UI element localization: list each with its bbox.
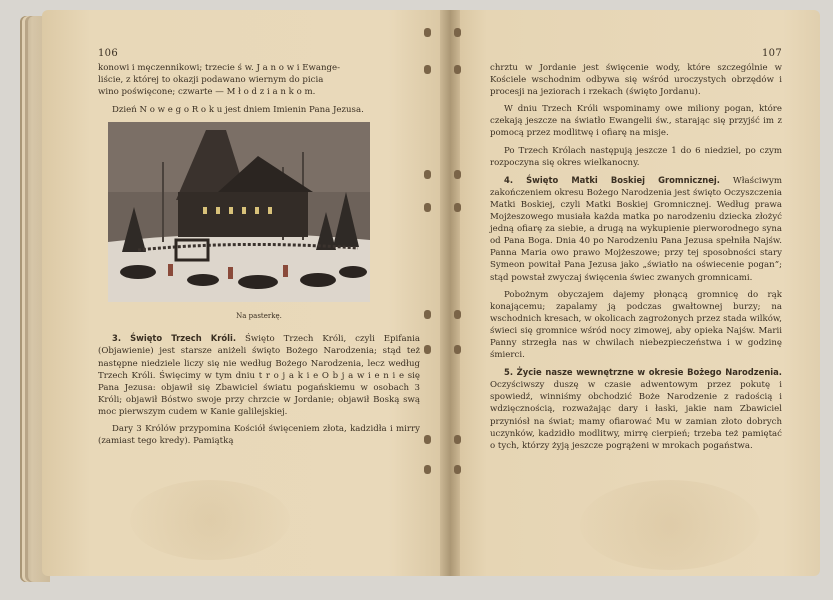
book-spine: [440, 10, 460, 576]
open-book: [20, 10, 820, 585]
text-line: liście, z której to okazji podawano wiernym do picia: [98, 75, 324, 86]
page-number-right: 107: [762, 48, 782, 59]
section-3-heading: 3. Święto Trzech Króli.: [112, 333, 237, 344]
illustration-midnight-mass: [108, 122, 370, 302]
text-line: konowi i męczennikowi; trzecie ś w. J a n o w i Ewange-: [98, 63, 341, 73]
section-4-heading: 4. Święto Matki Boskiej Gromnicznej.: [504, 174, 720, 185]
binding-stitch: [454, 465, 461, 474]
section-5-heading: 5. Życie nasze wewnętrzne w okresie Bożego Narodzenia.: [504, 367, 782, 378]
binding-stitch: [424, 65, 431, 74]
binding-stitch: [454, 310, 461, 319]
binding-stitch: [424, 203, 431, 212]
section-5-paragraph: [490, 366, 782, 452]
paragraph: chrztu w Jordanie jest święcenie wody, które szczególnie w Kościele wschodnim odbywa się wśród uroczystych obrzędów i procesji na jeziorach i rzekach (święto Jordanu).: [490, 63, 782, 98]
new-year-paragraph: Dzień N o w e g o R o k u jest dniem Imienin Pana Jezusa.: [112, 105, 364, 116]
paper-stain: [580, 480, 760, 570]
paragraph: Pobożnym obyczajem dajemy płonącą gromnicę do rąk konającemu; zapalamy ją podczas gwałtownej burzy; na wschodnich kresach, w okolicach zagrożonych przez stada wilków, świeci się gromnice wśród nocy zimowej, aby opieka Najśw. Marii Panny strzegła nas w chwilach niebezpieczeństwa i w godzinę śmierci.: [490, 289, 782, 361]
binding-stitch: [454, 345, 461, 354]
paper-stain: [130, 480, 290, 560]
right-page-text: [490, 62, 782, 452]
left-page-text: [98, 62, 420, 116]
binding-stitch: [454, 65, 461, 74]
section-3-body: Święto Trzech Króli, czyli Epifania (Objawienie) jest starsze aniżeli święto Bożego Narodzenia; stąd też następne niedziele liczy się nie według Bożego Narodzenia, lecz według Trzech Króli. Święcimy w tym dniu t r o j a k i e O b j a w i e n i e się Pana Jezusa: objawił się Zbawiciel światu pogańskiemu w osobach 3 Króli; objawił Bóstwo swoje przy chrzcie w Jordanie; objawił Boską swą moc pierwszym cudem w Kanie galilejskiej.: [98, 334, 421, 417]
page-number-left: 106: [98, 48, 118, 59]
binding-stitch: [424, 465, 431, 474]
section-5-body: Oczyściwszy duszę w czasie adwentowym przez pokutę i spowiedź, winniśmy obchodzić Boże Narodzenie z radością i wdzięcznością, rozważając dary i łaski, jakie nam Zbawiciel przyniósł na świat; mamy ofiarować Mu w zamian złoto dobrych uczynków, kadzidło modlitwy, mirrę cierpień; trzeba też pamiętać o tych, którzy żyją jeszcze pogrążeni w mrokach pogaństwa.: [490, 380, 782, 451]
illustration-caption: Na pasterkę.: [236, 312, 282, 321]
binding-stitch: [454, 435, 461, 444]
binding-stitch: [424, 345, 431, 354]
section-4-body: Właściwym zakończeniem okresu Bożego Narodzenia jest święto Oczyszczenia Matki Boskiej, czyli Matki Boskiej Gromnicznej. Według prawa Mojżeszowego musiała każda matka po narodzeniu dziecka złożyć jedną ofiarę za siebie, a drugą na wykupienie pierworodnego syna od Pana Boga. Dnia 40 po Narodzeniu Pana Jezusa spełniła Najśw. Panna Maria owo prawo Mojżeszowe; przy tej sposobności stary Symeon powitał Pana Jezusa jako „światło na oświecenie pogan”; stąd powstał zwyczaj święcenia świec zwanych gromnicami.: [490, 175, 782, 283]
binding-stitch: [424, 170, 431, 179]
text-line: wino poświęcone; czwarte — M ł o d z i a n k o m.: [98, 87, 316, 98]
binding-stitch: [454, 203, 461, 212]
church-winter-illustration: [108, 122, 370, 302]
paragraph: Po Trzech Królach następują jeszcze 1 do 6 niedziel, po czym rozpoczyna się okres wielkanocny.: [490, 145, 782, 168]
gifts-paragraph: Dary 3 Królów przypomina Kościół święceniem złota, kadzidła i mirry (zamiast tego kredy). Pamiątką: [98, 424, 420, 447]
left-page-text-lower: [98, 332, 420, 447]
binding-stitch: [454, 28, 461, 37]
section-3-paragraph: [98, 332, 420, 418]
paragraph: W dniu Trzech Króli wspominamy owe miliony pogan, które czekają jeszcze na światło Ewangelii św., starając się przyjść im z pomocą przez modlitwę i ofiarę na misje.: [490, 104, 782, 139]
binding-stitch: [424, 310, 431, 319]
section-4-paragraph: [490, 174, 782, 284]
binding-stitch: [424, 435, 431, 444]
binding-stitch: [454, 170, 461, 179]
binding-stitch: [424, 28, 431, 37]
